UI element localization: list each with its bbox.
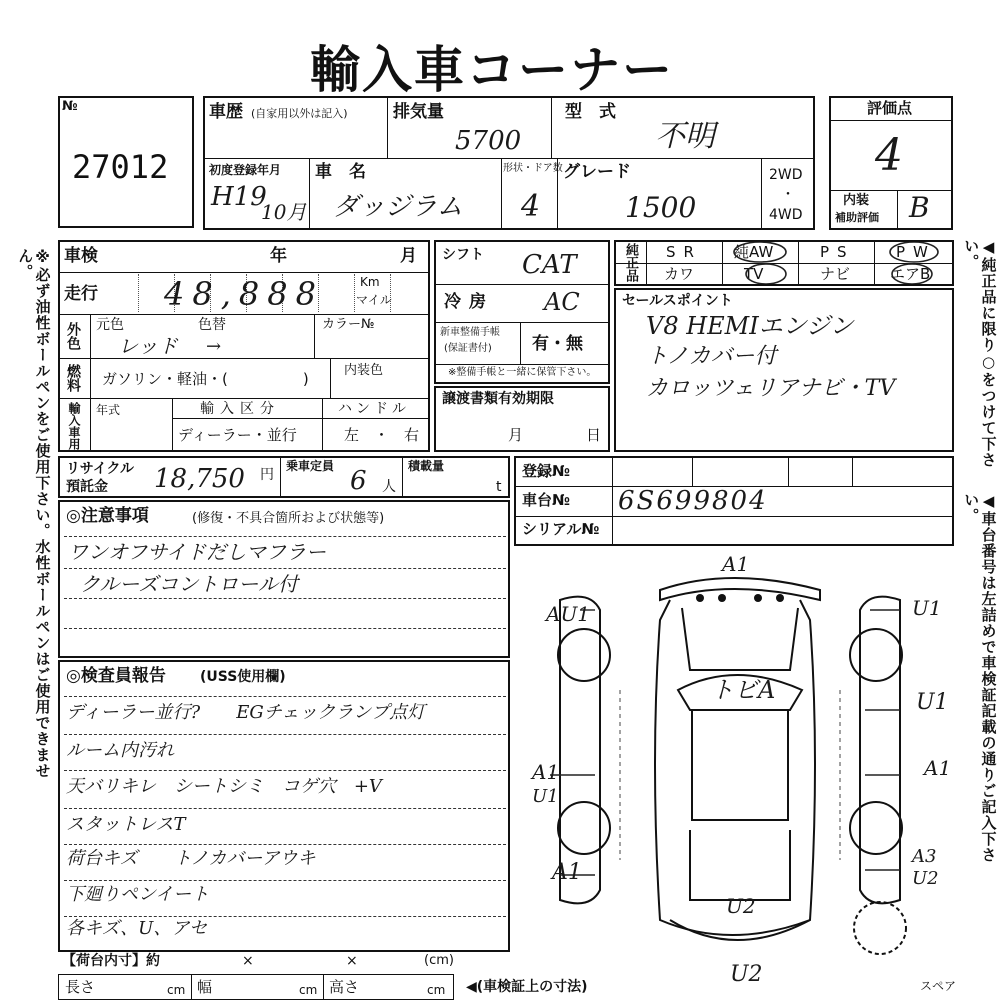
sales-line-2: トノカバー付 xyxy=(646,344,777,369)
sales-point-box xyxy=(614,288,954,452)
drive-4wd: 4WD xyxy=(769,207,803,223)
inspection-block xyxy=(58,240,430,452)
genuine-pw: PW xyxy=(896,243,936,261)
capacity-person: 人 xyxy=(382,479,396,495)
displacement-label: 排気量 xyxy=(393,102,444,122)
lot-prefix: № xyxy=(62,99,78,114)
color-change-value: → xyxy=(206,336,222,357)
interior-color-label: 内装色 xyxy=(344,363,384,378)
diagram-top-mark: A1 xyxy=(722,552,750,576)
caution-block xyxy=(58,500,510,658)
genuine-ps: PS xyxy=(820,243,855,261)
diagram-right-front: U1 xyxy=(912,596,942,620)
interior-value: B xyxy=(909,191,930,224)
caution-line-2: クルーズコントロール付 xyxy=(80,572,298,596)
aircon-value: AC xyxy=(544,288,580,316)
inspector-report-block xyxy=(58,660,510,952)
transfer-block xyxy=(434,386,610,452)
doors-value: 4 xyxy=(521,189,541,224)
capacity-value: 6 xyxy=(350,466,367,496)
report-line-7: 各キズ、U、アセ xyxy=(66,918,208,939)
diagram-right-rear-1: A3 xyxy=(912,846,937,867)
diagram-right-rear-2: U2 xyxy=(912,868,939,889)
diagram-right-mid-2: A1 xyxy=(924,756,952,780)
km-label: Km xyxy=(360,275,380,289)
import-type-options: ディーラー・並行 xyxy=(178,426,297,444)
cargo-width-unit: cm xyxy=(299,983,318,997)
recycle-label: リサイクル xyxy=(66,461,135,477)
grade-value: 1500 xyxy=(625,191,697,224)
report-line-6: 下廻りペンイート xyxy=(66,884,210,905)
mileage-label: 走行 xyxy=(64,284,98,304)
cargo-height-unit: cm xyxy=(427,983,446,997)
recycle-value: 18,750 xyxy=(154,464,245,494)
report-line-1: ディーラー並行? EGチェックランプ点灯 xyxy=(66,702,426,723)
cargo-height-label: 高さ xyxy=(329,978,360,996)
report-note: (USS使用欄) xyxy=(200,669,286,685)
capacity-label: 乗車定員 xyxy=(286,459,335,473)
transfer-month: 月 xyxy=(508,426,524,444)
exterior-color-label: 外色 xyxy=(65,322,81,350)
genuine-label: 純正品 xyxy=(623,243,638,282)
diagram-rear: U2 xyxy=(726,894,756,918)
interior-label: 内装 xyxy=(843,193,870,208)
left-side-note: ※必ず油性ボールペンをご使用下さい。水性ボールペンはご使用できません。 xyxy=(16,248,52,779)
shift-value: CAT xyxy=(522,250,577,280)
report-line-3: 天バリキレ シートシミ コゲ穴 +V xyxy=(66,776,382,797)
lot-number-box xyxy=(58,96,194,228)
report-line-4: スタットレスT xyxy=(66,814,186,835)
diagram-left-rear: A1 xyxy=(552,860,582,885)
genuine-circles xyxy=(616,242,952,284)
caution-title: ◎注意事項 xyxy=(66,506,149,526)
cargo-label: 【荷台内寸】約 xyxy=(62,953,160,969)
model-label: 型 式 xyxy=(565,102,616,122)
interior-sub-label: 補助評価 xyxy=(835,211,879,224)
history-note: (自家用以外は記入) xyxy=(251,107,348,120)
caution-note: (修復・不具合箇所および状態等) xyxy=(192,511,385,526)
sales-line-3: カロッツェリアナビ・TV xyxy=(646,376,896,401)
report-line-5: 荷台キズ トノカバーアウキ xyxy=(66,848,316,869)
diagram-right-mid: U1 xyxy=(916,690,949,715)
car-name-value: ダッジラム xyxy=(333,192,463,222)
cargo-cm: (cm) xyxy=(424,953,454,968)
reg-number-label: 登録№ xyxy=(522,462,571,480)
cargo-x1: × xyxy=(242,953,254,969)
mileage-value: 48,888 xyxy=(164,275,324,313)
car-name-label: 車 名 xyxy=(315,162,366,182)
shaken-label: 車検 xyxy=(64,246,98,266)
equipment-block xyxy=(434,240,610,384)
load-label: 積載量 xyxy=(408,459,445,473)
shape-doors-label: 形状・ドア数 xyxy=(503,163,563,174)
cargo-note: ◀(車検証上の寸法) xyxy=(466,979,588,995)
displacement-value: 5700 xyxy=(455,126,522,156)
page-title: 輸入車コーナー xyxy=(310,41,674,99)
recycle-block xyxy=(58,456,510,498)
diagram-roof: トビA xyxy=(710,676,776,704)
shift-label: シフト xyxy=(442,247,484,263)
color-number-label: カラー№ xyxy=(322,317,375,332)
manual-note: ※整備手帳と一緒に保管下さい。 xyxy=(448,367,597,378)
diagram-below: U2 xyxy=(730,962,763,987)
transfer-day: 日 xyxy=(586,426,602,444)
import-type-label: 輸入区分 xyxy=(200,401,280,417)
vehicle-info-grid xyxy=(203,96,815,230)
cargo-length-label: 長さ xyxy=(65,978,96,996)
chassis-label: 車台№ xyxy=(522,491,571,509)
genuine-aw: 純AW xyxy=(734,243,774,261)
genuine-tv: TV xyxy=(744,265,764,283)
manual-label: 新車整備手帳 xyxy=(440,327,500,338)
drive-2wd: 2WD xyxy=(769,167,803,183)
diagram-left-front: AU1 xyxy=(546,602,591,626)
import-label: 輸入車用 xyxy=(67,402,81,450)
model-value: 不明 xyxy=(655,119,715,154)
genuine-airbag: エアB xyxy=(890,265,931,283)
fuel-options: ガソリン・軽油・( ) xyxy=(102,370,309,388)
color-change-label: 色替 xyxy=(198,317,226,333)
original-color-value: レッド xyxy=(118,334,178,358)
mile-label: マイル xyxy=(356,293,392,307)
model-year-label: 年式 xyxy=(96,403,121,417)
diagram-left-mid-2: U1 xyxy=(532,786,559,807)
cargo-x2: × xyxy=(346,953,358,969)
grade-label: グレード xyxy=(563,162,631,182)
handle-options: 左 ・ 右 xyxy=(344,426,420,444)
diagram-spare-label: スペア xyxy=(920,979,957,993)
fuel-label: 燃料 xyxy=(65,364,81,392)
chassis-value: 6S699804 xyxy=(618,486,768,516)
genuine-navi: ナビ xyxy=(820,265,851,283)
drive-dot: ・ xyxy=(781,187,795,203)
sales-line-1: V8 HEMIエンジン xyxy=(646,312,854,340)
score-label: 評価点 xyxy=(867,99,913,117)
cargo-length-unit: cm xyxy=(167,983,186,997)
cargo-width-label: 幅 xyxy=(197,978,213,996)
genuine-sr: SR xyxy=(666,243,702,261)
genuine-parts-grid xyxy=(614,240,954,286)
score-value: 4 xyxy=(875,130,903,181)
recycle-yen: 円 xyxy=(260,467,274,483)
report-title: ◎検査員報告 xyxy=(66,666,166,686)
history-label: 車歴 xyxy=(209,102,243,122)
registration-block xyxy=(514,456,954,546)
original-color-label: 元色 xyxy=(96,317,124,333)
serial-label: シリアル№ xyxy=(522,520,600,538)
recycle-sub-label: 預託金 xyxy=(66,479,108,495)
genuine-leather: カワ xyxy=(664,265,695,283)
cargo-dimensions xyxy=(58,950,458,1000)
score-box xyxy=(829,96,953,230)
shaken-month-label: 月 xyxy=(400,246,417,266)
report-line-2: ルーム内汚れ xyxy=(66,740,174,761)
right-side-note-chassis: ◀車台番号は左詰めで車検証記載の通りご記入下さい。 xyxy=(962,492,998,863)
transfer-label: 譲渡書類有効期限 xyxy=(442,391,554,407)
first-registration-month: 10月 xyxy=(261,200,307,224)
aircon-label: 冷房 xyxy=(444,292,494,312)
handle-label: ハンドル xyxy=(338,401,410,417)
manual-value: 有・無 xyxy=(532,334,583,354)
first-registration-year: H19 xyxy=(211,182,267,212)
shaken-year-label: 年 xyxy=(270,246,287,266)
right-side-note-genuine: ◀純正品に限り○をつけて下さい。 xyxy=(962,238,998,468)
first-registration-label: 初度登録年月 xyxy=(209,163,282,177)
sales-label: セールスポイント xyxy=(622,293,733,309)
lot-number: 27012 xyxy=(72,148,169,186)
load-ton: t xyxy=(496,479,502,495)
manual-sub-label: (保証書付) xyxy=(444,343,492,354)
caution-line-1: ワンオフサイドだしマフラー xyxy=(68,540,326,564)
diagram-left-mid-1: A1 xyxy=(532,760,560,784)
